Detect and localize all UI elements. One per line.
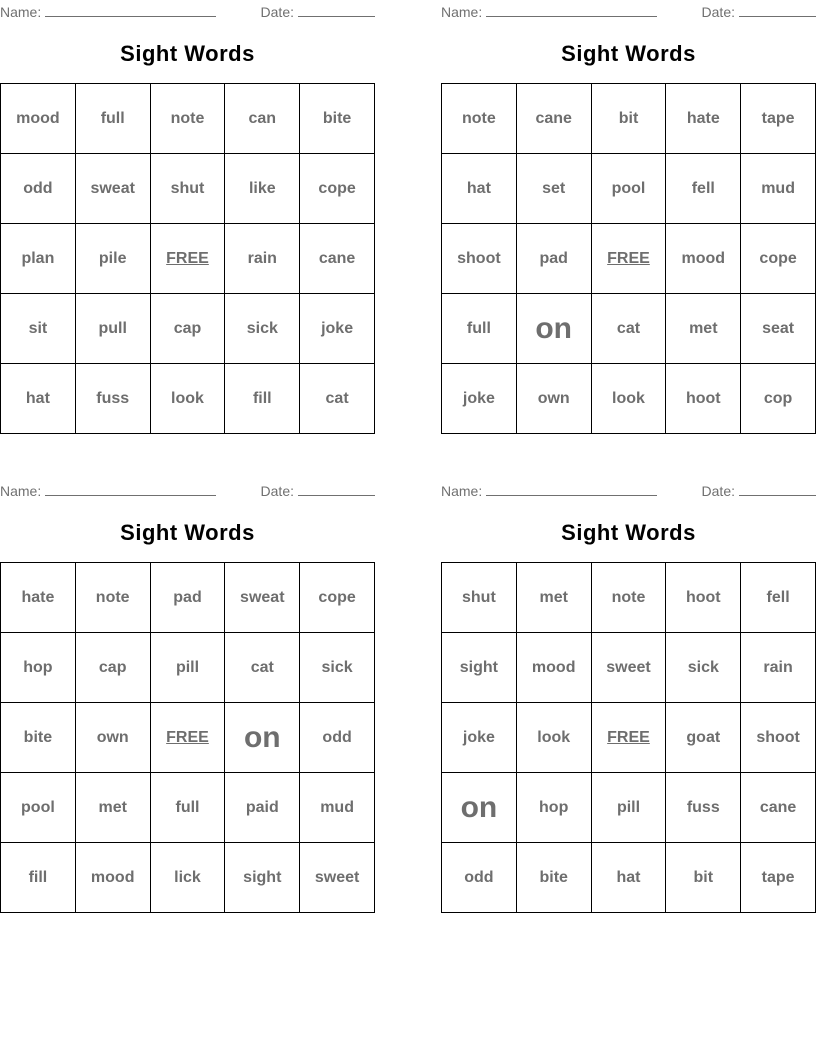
word-cell: on <box>442 773 517 843</box>
word-cell: odd <box>300 703 375 773</box>
card-title: Sight Words <box>120 41 255 66</box>
name-date-line <box>0 481 375 499</box>
word-cell: cat <box>300 364 375 434</box>
word-cell: fell <box>666 154 741 224</box>
card-title: Sight Words <box>120 520 255 545</box>
name-date-line <box>0 2 375 20</box>
word-cell: hate <box>666 84 741 154</box>
word-cell: look <box>517 703 592 773</box>
word-cell: mood <box>666 224 741 294</box>
word-cell: full <box>442 294 517 364</box>
word-cell: hoot <box>666 563 741 633</box>
word-cell: hat <box>1 364 76 434</box>
word-cell: shut <box>442 563 517 633</box>
word-cell: sick <box>300 633 375 703</box>
word-cell: shut <box>151 154 226 224</box>
word-cell: joke <box>300 294 375 364</box>
word-cell: pill <box>151 633 226 703</box>
word-cell: note <box>592 563 667 633</box>
free-space-cell: FREE <box>151 703 226 773</box>
word-cell: bite <box>300 84 375 154</box>
word-cell: cat <box>592 294 667 364</box>
name-blank-line <box>45 481 216 496</box>
word-cell: sweet <box>300 843 375 913</box>
word-cell: joke <box>442 364 517 434</box>
word-cell: cope <box>300 154 375 224</box>
name-field <box>441 481 657 499</box>
bingo-card-3 <box>0 479 375 914</box>
date-label: Date: <box>260 483 294 499</box>
date-label: Date: <box>260 4 294 20</box>
word-cell: fill <box>225 364 300 434</box>
word-cell: tape <box>741 843 816 913</box>
date-blank-line <box>739 481 816 496</box>
name-label: Name: <box>441 483 483 499</box>
word-cell: sweet <box>592 633 667 703</box>
free-space-cell: FREE <box>151 224 226 294</box>
word-cell: odd <box>1 154 76 224</box>
word-cell: pad <box>517 224 592 294</box>
word-cell: full <box>151 773 226 843</box>
word-cell: fell <box>741 563 816 633</box>
card-title: Sight Words <box>561 520 696 545</box>
word-cell: plan <box>1 224 76 294</box>
word-cell: cop <box>741 364 816 434</box>
word-cell: shoot <box>741 703 816 773</box>
word-cell: full <box>76 84 151 154</box>
free-space-cell: FREE <box>592 703 667 773</box>
name-label: Name: <box>0 483 42 499</box>
word-cell: cope <box>300 563 375 633</box>
word-cell: on <box>225 703 300 773</box>
name-blank-line <box>45 2 216 17</box>
date-field <box>261 481 375 499</box>
card-title: Sight Words <box>561 41 696 66</box>
bingo-card-4 <box>441 479 816 914</box>
word-cell: pull <box>76 294 151 364</box>
word-cell: hop <box>517 773 592 843</box>
word-grid <box>0 562 375 913</box>
name-date-line <box>441 481 816 499</box>
word-cell: bit <box>666 843 741 913</box>
word-cell: hat <box>442 154 517 224</box>
word-cell: pile <box>76 224 151 294</box>
word-cell: mud <box>300 773 375 843</box>
word-cell: goat <box>666 703 741 773</box>
word-cell: met <box>76 773 151 843</box>
word-cell: paid <box>225 773 300 843</box>
word-cell: rain <box>741 633 816 703</box>
word-cell: bite <box>1 703 76 773</box>
bingo-card-2 <box>441 0 816 435</box>
word-cell: cap <box>76 633 151 703</box>
word-cell: cap <box>151 294 226 364</box>
word-cell: cane <box>300 224 375 294</box>
word-cell: mud <box>741 154 816 224</box>
bingo-card-1 <box>0 0 375 435</box>
word-cell: note <box>442 84 517 154</box>
date-label: Date: <box>701 4 735 20</box>
word-cell: odd <box>442 843 517 913</box>
word-cell: sweat <box>76 154 151 224</box>
word-cell: shoot <box>442 224 517 294</box>
word-cell: note <box>76 563 151 633</box>
word-cell: hat <box>592 843 667 913</box>
word-cell: mood <box>517 633 592 703</box>
word-cell: set <box>517 154 592 224</box>
word-cell: pad <box>151 563 226 633</box>
date-field <box>702 2 816 20</box>
word-cell: hop <box>1 633 76 703</box>
date-blank-line <box>298 2 375 17</box>
word-cell: rain <box>225 224 300 294</box>
word-cell: sick <box>225 294 300 364</box>
word-cell: pool <box>1 773 76 843</box>
word-cell: hate <box>1 563 76 633</box>
word-cell: look <box>592 364 667 434</box>
date-blank-line <box>298 481 375 496</box>
word-cell: own <box>76 703 151 773</box>
word-cell: seat <box>741 294 816 364</box>
name-field <box>441 2 657 20</box>
date-label: Date: <box>701 483 735 499</box>
word-cell: cane <box>741 773 816 843</box>
word-cell: cane <box>517 84 592 154</box>
word-cell: hoot <box>666 364 741 434</box>
word-cell: joke <box>442 703 517 773</box>
word-cell: can <box>225 84 300 154</box>
free-space-cell: FREE <box>592 224 667 294</box>
name-label: Name: <box>441 4 483 20</box>
word-cell: pill <box>592 773 667 843</box>
word-cell: cope <box>741 224 816 294</box>
name-blank-line <box>486 481 657 496</box>
word-cell: look <box>151 364 226 434</box>
name-date-line <box>441 2 816 20</box>
word-cell: sweat <box>225 563 300 633</box>
word-cell: mood <box>1 84 76 154</box>
word-cell: fill <box>1 843 76 913</box>
word-cell: own <box>517 364 592 434</box>
name-label: Name: <box>0 4 42 20</box>
name-blank-line <box>486 2 657 17</box>
word-grid <box>441 83 816 434</box>
word-cell: sight <box>442 633 517 703</box>
word-cell: bit <box>592 84 667 154</box>
name-field <box>0 481 216 499</box>
word-cell: mood <box>76 843 151 913</box>
date-blank-line <box>739 2 816 17</box>
word-cell: met <box>666 294 741 364</box>
word-cell: fuss <box>76 364 151 434</box>
date-field <box>261 2 375 20</box>
word-cell: sick <box>666 633 741 703</box>
word-cell: pool <box>592 154 667 224</box>
word-cell: like <box>225 154 300 224</box>
word-cell: on <box>517 294 592 364</box>
word-cell: note <box>151 84 226 154</box>
word-cell: tape <box>741 84 816 154</box>
word-cell: sight <box>225 843 300 913</box>
word-cell: fuss <box>666 773 741 843</box>
word-cell: cat <box>225 633 300 703</box>
word-cell: bite <box>517 843 592 913</box>
word-grid <box>441 562 816 913</box>
word-cell: met <box>517 563 592 633</box>
date-field <box>702 481 816 499</box>
word-cell: sit <box>1 294 76 364</box>
name-field <box>0 2 216 20</box>
word-grid <box>0 83 375 434</box>
word-cell: lick <box>151 843 226 913</box>
